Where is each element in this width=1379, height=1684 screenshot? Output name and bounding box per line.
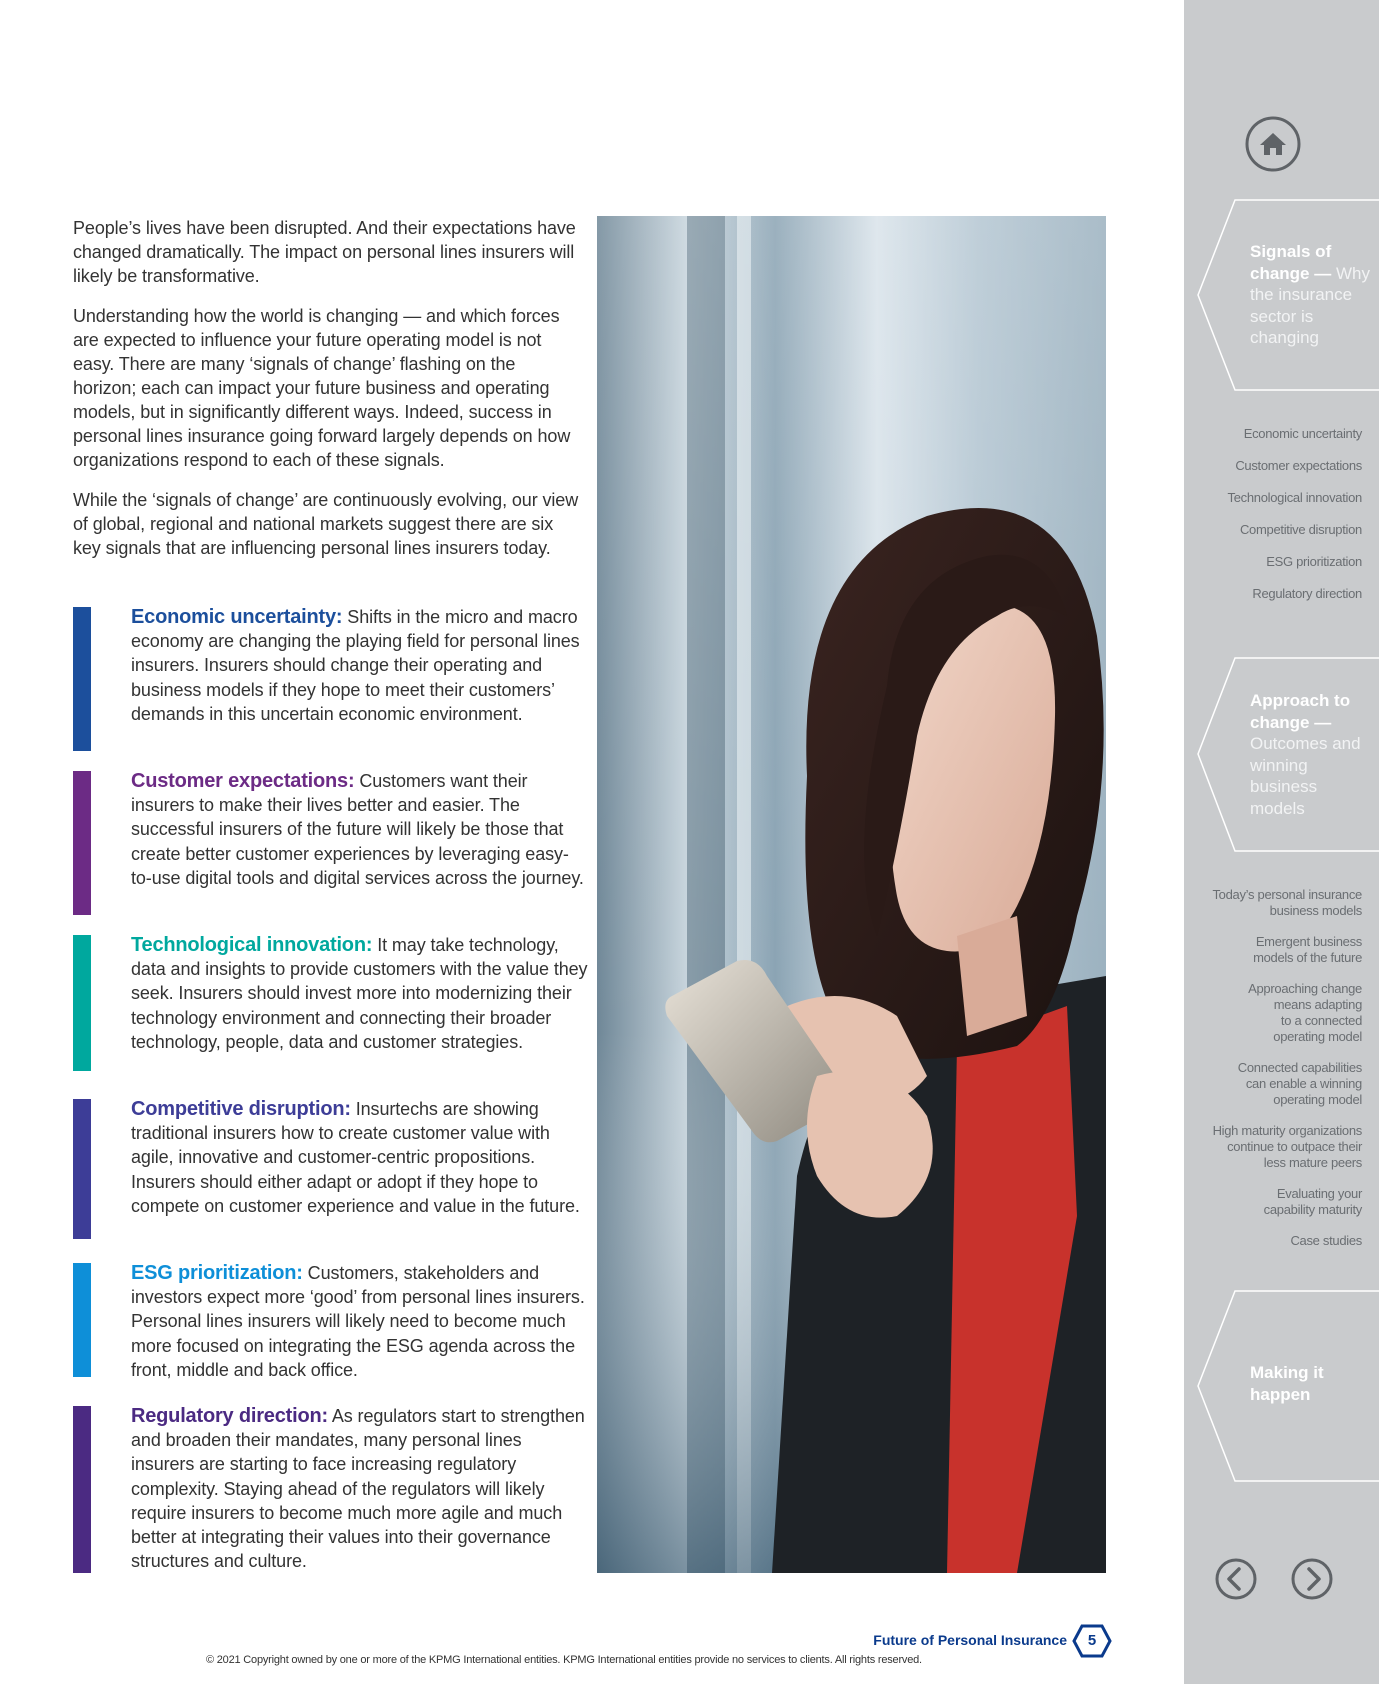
- nav-item-line: Emergent business: [1255, 934, 1362, 949]
- nav-item-economic-uncertainty[interactable]: Economic uncertainty: [1243, 426, 1362, 441]
- nav-item-line: High maturity organizations: [1212, 1123, 1362, 1138]
- nav-item-line: operating model: [1273, 1029, 1362, 1044]
- nav-item-high-maturity-organizations[interactable]: [1212, 1123, 1362, 1171]
- nav-item-line: continue to outpace their: [1227, 1139, 1362, 1154]
- nav-item-line: Connected capabilities: [1237, 1060, 1362, 1075]
- signal-body: [131, 933, 589, 1054]
- nav-item-todays-business-models[interactable]: [1212, 887, 1362, 919]
- nav-item-line: means adapting: [1273, 997, 1362, 1012]
- signal-text: It may take technology, data and insights to provide customers with the value they seek. Insurers should invest more into modernizing their technology environment and connecting their broader technology, people, data and customer strategies.: [131, 935, 588, 1052]
- nav-item-evaluating-maturity[interactable]: [1212, 1186, 1362, 1218]
- nav-item-line: Evaluating your: [1276, 1186, 1362, 1201]
- intro-text: [73, 216, 583, 576]
- nav-item-line: business models: [1269, 903, 1362, 918]
- nav-item-line: to a connected: [1280, 1013, 1362, 1028]
- nav-section-label: [1250, 241, 1376, 349]
- signal-body: [131, 769, 589, 890]
- nav-section-label: [1250, 1362, 1360, 1405]
- nav-section-making-it-happen[interactable]: [1196, 1290, 1379, 1482]
- nav-item-line: Approaching change: [1248, 981, 1362, 996]
- signal-color-bar: [73, 1263, 91, 1377]
- signal-body: [131, 1261, 589, 1382]
- nav-item-line: capability maturity: [1263, 1202, 1362, 1217]
- signal-text: Insurtechs are showing traditional insurers how to create customer value with agile, innovative and customer-centric propositions. Insurers should either adapt or adopt if they hope to compete on customer experience and value in the future.: [131, 1099, 580, 1216]
- page-number: 5: [1087, 1632, 1097, 1649]
- nav-item-connected-capabilities[interactable]: [1212, 1060, 1362, 1108]
- signal-text: Shifts in the micro and macro economy are changing the playing field for personal lines insurers. Insurers should change their operating and business models if they hope to meet their customers’ demands in this uncertain economic environment.: [131, 607, 580, 724]
- signal-color-bar: [73, 771, 91, 915]
- home-icon: [1245, 116, 1301, 172]
- footer-title: Future of Personal Insurance: [873, 1632, 1067, 1648]
- nav-item-esg-prioritization[interactable]: ESG prioritization: [1266, 554, 1362, 569]
- nav-section-subtitle: Why the insurance sector is changing: [1250, 263, 1370, 347]
- nav-section-title: Signals of change —: [1250, 242, 1336, 283]
- signal-title: Customer expectations:: [131, 770, 355, 792]
- nav-section-signals-of-change[interactable]: [1196, 199, 1379, 391]
- nav-item-line: can enable a winning: [1245, 1076, 1362, 1091]
- signal-text: Customers want their insurers to make their lives better and easier. The successful insurers of the future will likely be those that create better customer experiences by leveraging easy-to-use digital tools and digital services across the journey.: [131, 771, 584, 888]
- chevron-left-icon: [1215, 1558, 1257, 1600]
- nav-item-approaching-change[interactable]: [1212, 981, 1362, 1045]
- intro-paragraph-1: People’s lives have been disrupted. And their expectations have changed dramatically. The impact on personal lines insurers will likely be transformative.: [73, 218, 576, 286]
- next-page-button[interactable]: [1291, 1558, 1333, 1600]
- nav-item-technological-innovation[interactable]: Technological innovation: [1227, 490, 1362, 505]
- nav-section-approach-to-change[interactable]: [1196, 657, 1379, 852]
- woman-with-phone-image: [597, 216, 1106, 1573]
- chevron-right-icon: [1291, 1558, 1333, 1600]
- signal-body: [131, 1097, 589, 1218]
- nav-section-subtitle: Outcomes and winning business models: [1250, 734, 1361, 818]
- nav-section-title: Approach to change —: [1250, 691, 1351, 732]
- previous-page-button[interactable]: [1215, 1558, 1257, 1600]
- signal-text: Customers, stakeholders and investors expect more ‘good’ from personal lines insurers. Personal lines insurers will likely need to become much more focused on integrating the ESG agenda across the front, middle and back office.: [131, 1263, 585, 1380]
- signal-text: As regulators start to strengthen and broaden their mandates, many personal lines insurers are starting to face increasing regulatory complexity. Staying ahead of the regulators will likely require insurers to become much more agile and much better at integrating their values into their governance structures and culture.: [131, 1406, 585, 1572]
- signal-title: Economic uncertainty:: [131, 606, 343, 628]
- nav-item-regulatory-direction[interactable]: Regulatory direction: [1252, 586, 1362, 601]
- intro-paragraph-2: Understanding how the world is changing — and which forces are expected to influence your future operating model is not easy. There are many ‘signals of change’ flashing on the horizon; each can impact your future business and operating models, but in significantly different ways. Indeed, success in personal lines insurance going forward largely depends on how organizations respond to each of these signals.: [73, 306, 571, 470]
- intro-paragraph-3: While the ‘signals of change’ are continuously evolving, our view of global, regional and national markets suggest there are six key signals that are influencing personal lines insurers today.: [73, 490, 579, 558]
- nav-section-label: [1250, 690, 1370, 819]
- nav-item-customer-expectations[interactable]: Customer expectations: [1235, 458, 1362, 473]
- signal-title: ESG prioritization:: [131, 1262, 303, 1284]
- nav-item-emergent-business-models[interactable]: [1212, 934, 1362, 966]
- nav-item-line: operating model: [1273, 1092, 1362, 1107]
- nav-item-competitive-disruption[interactable]: Competitive disruption: [1239, 522, 1362, 537]
- signal-body: [131, 605, 589, 726]
- nav-item-case-studies[interactable]: [1212, 1233, 1362, 1249]
- nav-section2-list: [1212, 887, 1362, 1249]
- signal-title: Regulatory direction:: [131, 1405, 328, 1427]
- nav-section-title: Making it happen: [1250, 1363, 1324, 1404]
- home-button[interactable]: [1245, 116, 1301, 172]
- signal-color-bar: [73, 607, 91, 751]
- page-number-badge: [1072, 1624, 1112, 1658]
- nav-section1-list: [1228, 426, 1362, 602]
- signal-title: Technological innovation:: [131, 934, 373, 956]
- nav-item-line: less mature peers: [1263, 1155, 1362, 1170]
- signal-color-bar: [73, 1099, 91, 1239]
- signal-color-bar: [73, 935, 91, 1071]
- nav-item-line: Case studies: [1290, 1233, 1362, 1248]
- side-navigation: [1184, 0, 1379, 1684]
- signal-body: [131, 1404, 589, 1573]
- signal-color-bar: [73, 1406, 91, 1573]
- copyright-text: © 2021 Copyright owned by one or more of the KPMG International entities. KPMG International entities provide no services to clients. All rights reserved.: [206, 1654, 922, 1666]
- signal-title: Competitive disruption:: [131, 1098, 351, 1120]
- nav-item-line: Today’s personal insurance: [1212, 887, 1362, 902]
- hero-photo: [597, 216, 1106, 1573]
- nav-item-line: models of the future: [1253, 950, 1362, 965]
